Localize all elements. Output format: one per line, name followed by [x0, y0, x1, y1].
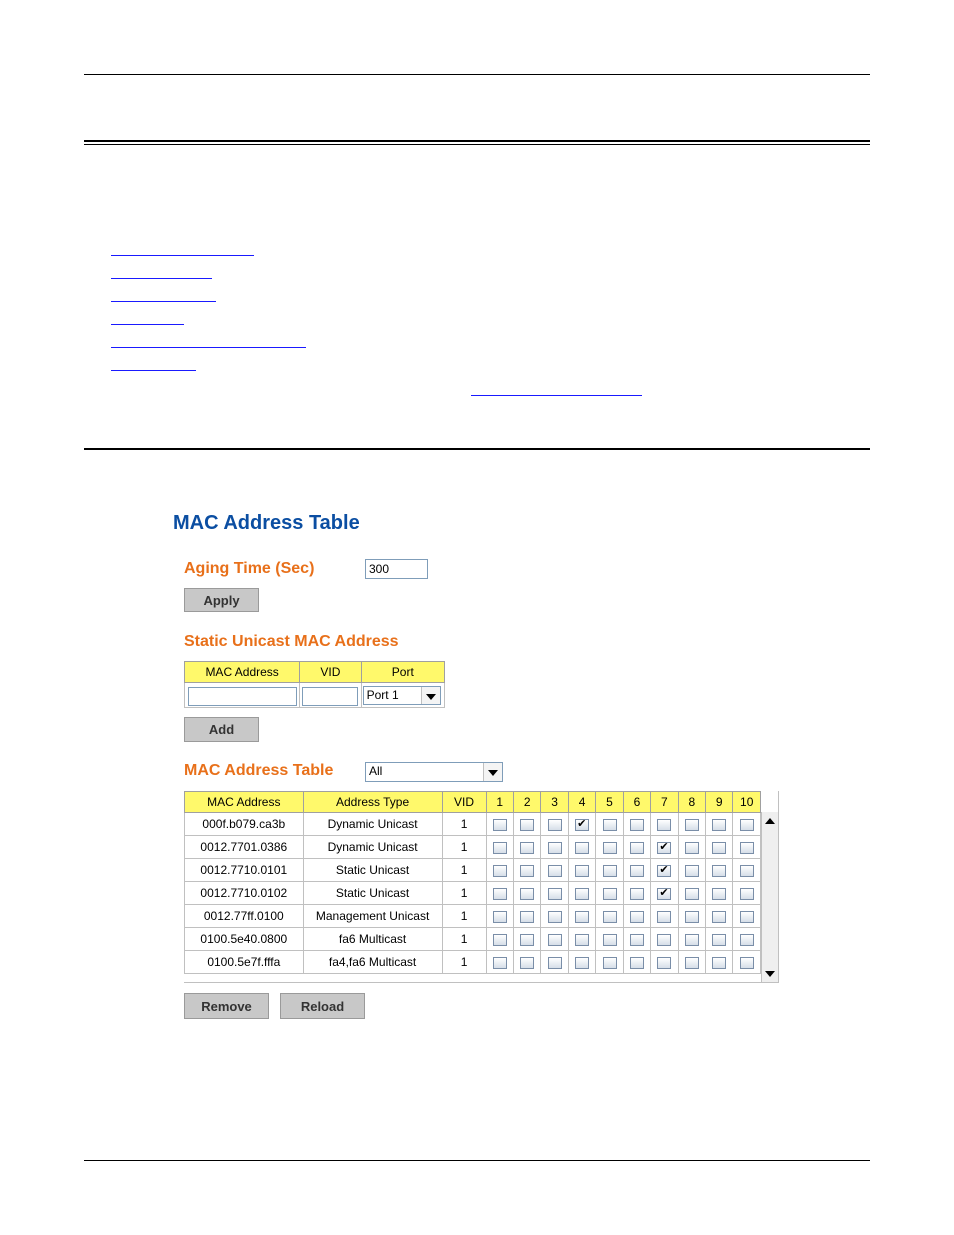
table-bottom-border — [184, 982, 778, 983]
port-cell — [706, 836, 733, 859]
port-cell — [486, 836, 513, 859]
port-cell — [596, 928, 623, 951]
column-header: 2 — [513, 792, 540, 813]
cell-vid: 1 — [442, 836, 486, 859]
toc-link[interactable] — [111, 347, 306, 348]
port-3-checkbox[interactable] — [548, 842, 562, 854]
apply-button[interactable]: Apply — [184, 588, 259, 612]
port-1-checkbox[interactable] — [493, 934, 507, 946]
port-7-checkbox[interactable] — [657, 842, 671, 854]
port-4-checkbox[interactable] — [575, 865, 589, 877]
port-cell — [733, 836, 761, 859]
port-cell — [568, 836, 595, 859]
reload-button[interactable]: Reload — [280, 993, 365, 1019]
port-cell — [623, 928, 650, 951]
cell-type: Dynamic Unicast — [303, 836, 442, 859]
port-1-checkbox[interactable] — [493, 865, 507, 877]
port-8-checkbox[interactable] — [685, 934, 699, 946]
port-cell — [541, 813, 568, 836]
table-row — [185, 836, 761, 859]
column-header: 10 — [733, 792, 761, 813]
cell-vid: 1 — [442, 813, 486, 836]
port-2-checkbox[interactable] — [520, 957, 534, 969]
port-6-checkbox[interactable] — [630, 911, 644, 923]
port-cell — [706, 813, 733, 836]
table-row — [185, 859, 761, 882]
port-2-checkbox[interactable] — [520, 819, 534, 831]
port-10-checkbox[interactable] — [740, 888, 754, 900]
port-7-checkbox[interactable] — [657, 911, 671, 923]
port-9-checkbox[interactable] — [712, 911, 726, 923]
port-cell — [596, 882, 623, 905]
chevron-down-icon[interactable] — [483, 763, 502, 781]
port-8-checkbox[interactable] — [685, 842, 699, 854]
port-6-checkbox[interactable] — [630, 842, 644, 854]
port-cell — [541, 928, 568, 951]
port-cell — [486, 905, 513, 928]
port-1-checkbox[interactable] — [493, 888, 507, 900]
column-header: VID — [442, 792, 486, 813]
port-10-checkbox[interactable] — [740, 911, 754, 923]
cell-vid: 1 — [442, 882, 486, 905]
port-9-checkbox[interactable] — [712, 957, 726, 969]
column-header: Address Type — [303, 792, 442, 813]
port-5-checkbox[interactable] — [603, 911, 617, 923]
port-cell — [486, 813, 513, 836]
port-6-checkbox[interactable] — [630, 865, 644, 877]
port-cell — [541, 836, 568, 859]
column-header: 1 — [486, 792, 513, 813]
port-cell — [706, 928, 733, 951]
port-select-value: Port 1 — [366, 688, 399, 702]
header-rule — [84, 74, 870, 75]
port-cell — [733, 813, 761, 836]
port-cell — [706, 905, 733, 928]
port-8-checkbox[interactable] — [685, 888, 699, 900]
port-cell — [678, 813, 705, 836]
port-10-checkbox[interactable] — [740, 957, 754, 969]
port-cell — [568, 859, 595, 882]
column-header: 5 — [596, 792, 623, 813]
port-cell — [486, 882, 513, 905]
port-cell — [706, 859, 733, 882]
port-1-checkbox[interactable] — [493, 911, 507, 923]
port-9-checkbox[interactable] — [712, 819, 726, 831]
cell-mac: 000f.b079.ca3b — [185, 813, 304, 836]
cell-mac: 0012.7710.0102 — [185, 882, 304, 905]
port-cell — [651, 813, 678, 836]
scroll-up-arrow-icon[interactable] — [765, 818, 775, 824]
cell-mac: 0012.7710.0101 — [185, 859, 304, 882]
port-cell — [706, 951, 733, 974]
port-cell — [596, 951, 623, 974]
column-header: 7 — [651, 792, 678, 813]
section-rule — [84, 140, 870, 145]
port-cell — [541, 882, 568, 905]
port-7-checkbox[interactable] — [657, 888, 671, 900]
toc-link[interactable] — [111, 324, 184, 325]
port-5-checkbox[interactable] — [603, 934, 617, 946]
port-cell — [486, 951, 513, 974]
section-rule — [84, 448, 870, 450]
table-right-border — [778, 791, 779, 983]
port-7-checkbox[interactable] — [657, 934, 671, 946]
port-cell — [651, 882, 678, 905]
port-5-checkbox[interactable] — [603, 957, 617, 969]
port-10-checkbox[interactable] — [740, 842, 754, 854]
port-cell — [541, 951, 568, 974]
port-8-checkbox[interactable] — [685, 865, 699, 877]
port-cell — [568, 951, 595, 974]
port-7-checkbox[interactable] — [657, 865, 671, 877]
cell-type: Static Unicast — [303, 859, 442, 882]
cell-mac: 0012.77ff.0100 — [185, 905, 304, 928]
port-5-checkbox[interactable] — [603, 842, 617, 854]
port-cell — [678, 836, 705, 859]
port-cell — [568, 813, 595, 836]
port-9-checkbox[interactable] — [712, 842, 726, 854]
port-5-checkbox[interactable] — [603, 865, 617, 877]
remove-button[interactable]: Remove — [184, 993, 269, 1019]
table-row — [185, 813, 761, 836]
aging-time-label: Aging Time (Sec) — [184, 560, 315, 577]
port-10-checkbox[interactable] — [740, 934, 754, 946]
port-cell — [678, 882, 705, 905]
port-4-checkbox[interactable] — [575, 888, 589, 900]
toc-link[interactable] — [111, 370, 196, 371]
port-7-checkbox[interactable] — [657, 819, 671, 831]
port-1-checkbox[interactable] — [493, 842, 507, 854]
port-cell — [651, 905, 678, 928]
cell-vid: 1 — [442, 928, 486, 951]
port-cell — [651, 951, 678, 974]
port-4-checkbox[interactable] — [575, 842, 589, 854]
port-2-checkbox[interactable] — [520, 934, 534, 946]
port-cell — [651, 859, 678, 882]
port-cell — [623, 905, 650, 928]
port-cell — [733, 951, 761, 974]
port-6-checkbox[interactable] — [630, 934, 644, 946]
add-button[interactable]: Add — [184, 717, 259, 742]
table-row — [185, 905, 761, 928]
port-5-checkbox[interactable] — [603, 819, 617, 831]
column-header: MAC Address — [185, 792, 304, 813]
port-3-checkbox[interactable] — [548, 957, 562, 969]
cell-type: fa6 Multicast — [303, 928, 442, 951]
port-4-checkbox[interactable] — [575, 957, 589, 969]
port-1-checkbox[interactable] — [493, 957, 507, 969]
port-cell — [513, 951, 540, 974]
table-row — [185, 951, 761, 974]
port-cell — [513, 859, 540, 882]
port-6-checkbox[interactable] — [630, 957, 644, 969]
mac-address-input[interactable] — [188, 687, 297, 706]
port-8-checkbox[interactable] — [685, 911, 699, 923]
port-4-checkbox[interactable] — [575, 911, 589, 923]
port-9-checkbox[interactable] — [712, 934, 726, 946]
port-10-checkbox[interactable] — [740, 865, 754, 877]
port-cell — [568, 882, 595, 905]
port-6-checkbox[interactable] — [630, 819, 644, 831]
column-header: VID — [300, 662, 361, 683]
port-9-checkbox[interactable] — [712, 888, 726, 900]
mac-table-filter-select[interactable] — [365, 762, 503, 782]
cell-mac: 0012.7701.0386 — [185, 836, 304, 859]
port-3-checkbox[interactable] — [548, 819, 562, 831]
port-cell — [541, 905, 568, 928]
port-cell — [568, 928, 595, 951]
port-2-checkbox[interactable] — [520, 888, 534, 900]
static-unicast-form — [184, 661, 445, 708]
port-3-checkbox[interactable] — [548, 865, 562, 877]
toc-link[interactable] — [111, 255, 254, 256]
port-cell — [651, 928, 678, 951]
cell-type: Static Unicast — [303, 882, 442, 905]
column-header: 9 — [706, 792, 733, 813]
cell-mac: 0100.5e40.0800 — [185, 928, 304, 951]
vid-input[interactable] — [302, 687, 358, 706]
port-cell — [568, 905, 595, 928]
port-1-checkbox[interactable] — [493, 819, 507, 831]
port-8-checkbox[interactable] — [685, 819, 699, 831]
port-cell — [706, 882, 733, 905]
port-select[interactable] — [363, 686, 441, 705]
table-scrollbar[interactable] — [761, 812, 778, 982]
port-cell — [513, 928, 540, 951]
port-cell — [678, 928, 705, 951]
cell-type: Management Unicast — [303, 905, 442, 928]
column-header: MAC Address — [185, 662, 300, 683]
port-cell — [513, 813, 540, 836]
port-7-checkbox[interactable] — [657, 957, 671, 969]
port-cell — [486, 928, 513, 951]
port-5-checkbox[interactable] — [603, 888, 617, 900]
port-cell — [596, 813, 623, 836]
port-3-checkbox[interactable] — [548, 911, 562, 923]
cell-type: Dynamic Unicast — [303, 813, 442, 836]
port-cell — [513, 905, 540, 928]
column-header: 8 — [678, 792, 705, 813]
port-4-checkbox[interactable] — [575, 934, 589, 946]
cell-vid: 1 — [442, 905, 486, 928]
port-cell — [733, 905, 761, 928]
column-header: Port — [361, 662, 444, 683]
port-10-checkbox[interactable] — [740, 819, 754, 831]
port-cell — [596, 905, 623, 928]
port-cell — [623, 836, 650, 859]
toc-link[interactable] — [111, 278, 212, 279]
port-9-checkbox[interactable] — [712, 865, 726, 877]
port-cell — [513, 836, 540, 859]
table-row — [185, 928, 761, 951]
port-8-checkbox[interactable] — [685, 957, 699, 969]
port-2-checkbox[interactable] — [520, 865, 534, 877]
cell-mac: 0100.5e7f.fffa — [185, 951, 304, 974]
port-cell — [678, 905, 705, 928]
mac-table-heading: MAC Address Table — [184, 762, 334, 779]
port-4-checkbox[interactable] — [575, 819, 589, 831]
port-cell — [623, 813, 650, 836]
mac-address-table — [184, 791, 761, 974]
port-2-checkbox[interactable] — [520, 842, 534, 854]
port-cell — [651, 836, 678, 859]
cell-type: fa4,fa6 Multicast — [303, 951, 442, 974]
port-cell — [733, 928, 761, 951]
chevron-down-icon[interactable] — [421, 687, 440, 704]
port-cell — [678, 951, 705, 974]
port-cell — [541, 859, 568, 882]
toc-link[interactable] — [111, 301, 216, 302]
port-cell — [678, 859, 705, 882]
inline-link[interactable] — [471, 395, 642, 396]
column-header: 6 — [623, 792, 650, 813]
port-cell — [623, 951, 650, 974]
port-cell — [486, 859, 513, 882]
cell-vid: 1 — [442, 951, 486, 974]
footer-rule — [84, 1160, 870, 1161]
column-header: 4 — [568, 792, 595, 813]
port-cell — [733, 859, 761, 882]
aging-time-input[interactable] — [365, 559, 428, 579]
port-cell — [623, 859, 650, 882]
port-2-checkbox[interactable] — [520, 911, 534, 923]
port-3-checkbox[interactable] — [548, 934, 562, 946]
static-unicast-heading: Static Unicast MAC Address — [184, 633, 399, 650]
scroll-down-arrow-icon[interactable] — [765, 971, 775, 977]
column-header: 3 — [541, 792, 568, 813]
port-cell — [596, 836, 623, 859]
table-row — [185, 882, 761, 905]
port-cell — [513, 882, 540, 905]
port-cell — [623, 882, 650, 905]
port-cell — [596, 859, 623, 882]
port-6-checkbox[interactable] — [630, 888, 644, 900]
filter-select-value: All — [369, 764, 383, 778]
port-cell — [733, 882, 761, 905]
port-3-checkbox[interactable] — [548, 888, 562, 900]
page-title: MAC Address Table — [173, 512, 360, 534]
cell-vid: 1 — [442, 859, 486, 882]
